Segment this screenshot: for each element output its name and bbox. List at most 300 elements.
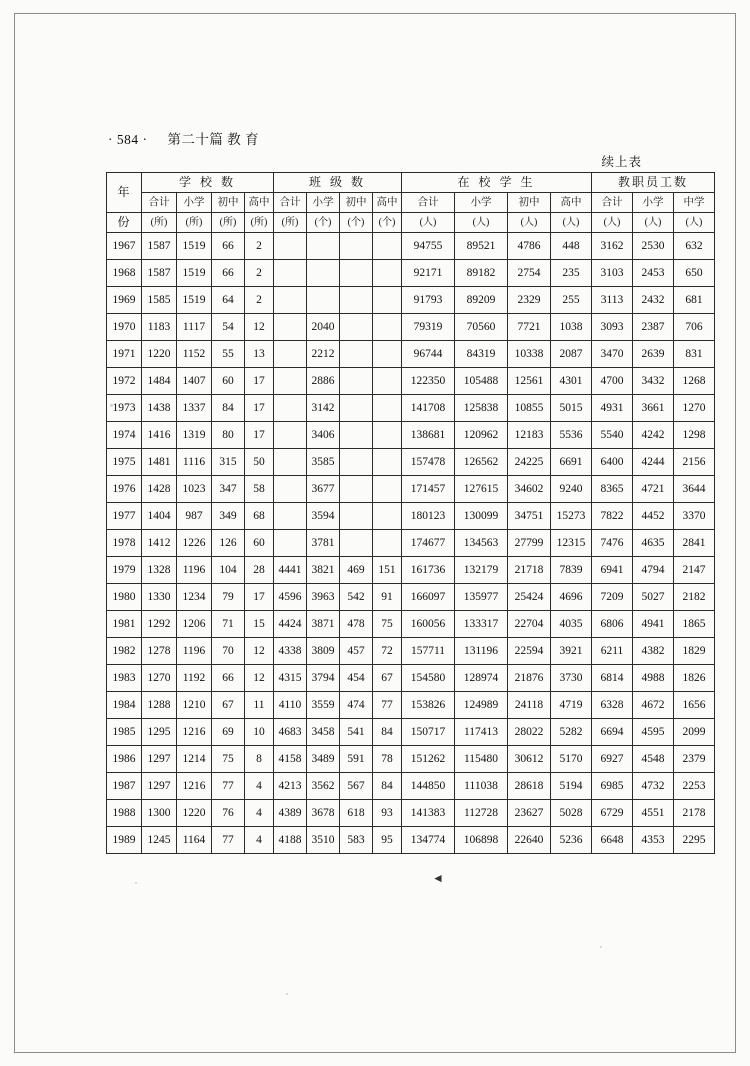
header-group-students: 在 校 学 生 [402, 173, 592, 193]
table-group-header-row [107, 173, 715, 193]
table-row [107, 341, 715, 368]
header-group-schools: 学 校 数 [142, 173, 274, 193]
table-cell: 141383 [402, 800, 455, 827]
table-cell [274, 503, 307, 530]
table-cell: 3489 [307, 746, 340, 773]
table-cell: 89209 [455, 287, 508, 314]
table-cell: 161736 [402, 557, 455, 584]
table-row [107, 665, 715, 692]
table-cell: 23627 [508, 800, 551, 827]
table-cell [274, 530, 307, 557]
table-cell: 12 [245, 638, 274, 665]
table-cell: 92171 [402, 260, 455, 287]
table-cell: 171457 [402, 476, 455, 503]
table-cell: 1330 [142, 584, 177, 611]
unit-schools-senior: (所) [245, 213, 274, 233]
table-cell [340, 260, 373, 287]
table-cell: 22594 [508, 638, 551, 665]
table-cell: 2182 [674, 584, 715, 611]
table-cell: 66 [212, 665, 245, 692]
table-row [107, 611, 715, 638]
unit-staff-total: (人) [592, 213, 633, 233]
table-cell [274, 476, 307, 503]
table-cell: 2099 [674, 719, 715, 746]
table-cell: 13 [245, 341, 274, 368]
cell-year: 1982 [107, 638, 142, 665]
table-cell: 12 [245, 665, 274, 692]
table-cell: 1292 [142, 611, 177, 638]
table-cell: 15 [245, 611, 274, 638]
table-cell: 7721 [508, 314, 551, 341]
table-cell: 987 [177, 503, 212, 530]
table-cell: 4683 [274, 719, 307, 746]
table-cell: 12561 [508, 368, 551, 395]
unit-students-primary: (人) [455, 213, 508, 233]
table-cell: 125838 [455, 395, 508, 422]
table-cell: 2 [245, 287, 274, 314]
table-cell [373, 476, 402, 503]
table-cell: 5028 [551, 800, 592, 827]
table-cell: 1152 [177, 341, 212, 368]
table-cell: 1404 [142, 503, 177, 530]
table-cell: 8 [245, 746, 274, 773]
paper-speck [286, 993, 288, 995]
table-cell: 1210 [177, 692, 212, 719]
table-cell: 1268 [674, 368, 715, 395]
table-cell: 1438 [142, 395, 177, 422]
table-cell [274, 368, 307, 395]
table-cell: 10855 [508, 395, 551, 422]
table-cell [274, 341, 307, 368]
table-cell: 1270 [142, 665, 177, 692]
table-cell [340, 530, 373, 557]
table-row [107, 260, 715, 287]
table-cell: 4696 [551, 584, 592, 611]
table-cell: 2212 [307, 341, 340, 368]
table-cell: 5027 [633, 584, 674, 611]
table-unit-row [107, 213, 715, 233]
table-cell: 5282 [551, 719, 592, 746]
table-cell [340, 314, 373, 341]
table-cell: 12183 [508, 422, 551, 449]
table-cell: 34751 [508, 503, 551, 530]
table-cell: 15273 [551, 503, 592, 530]
table-cell: 6985 [592, 773, 633, 800]
cell-year: 1967 [107, 233, 142, 260]
table-cell: 4338 [274, 638, 307, 665]
table-cell: 4548 [633, 746, 674, 773]
table-cell: 6400 [592, 449, 633, 476]
unit-staff-secondary: (人) [674, 213, 715, 233]
table-cell [340, 422, 373, 449]
subheader-schools-total: 合计 [142, 193, 177, 213]
table-cell: 94755 [402, 233, 455, 260]
table-cell: 6806 [592, 611, 633, 638]
table-cell: 84319 [455, 341, 508, 368]
table-cell: 54 [212, 314, 245, 341]
cell-year: 1988 [107, 800, 142, 827]
unit-classes-junior: (个) [340, 213, 373, 233]
table-cell [373, 422, 402, 449]
table-cell: 1297 [142, 773, 177, 800]
table-cell: 84 [212, 395, 245, 422]
table-cell: 583 [340, 827, 373, 854]
unit-classes-senior: (个) [373, 213, 402, 233]
table-cell: 4672 [633, 692, 674, 719]
table-cell: 3562 [307, 773, 340, 800]
unit-staff-primary: (人) [633, 213, 674, 233]
table-cell: 349 [212, 503, 245, 530]
table-cell: 4719 [551, 692, 592, 719]
table-cell: 3113 [592, 287, 633, 314]
table-cell: 3470 [592, 341, 633, 368]
statistics-table [106, 172, 715, 854]
margin-mark: ◄ [432, 871, 444, 885]
table-cell: 1416 [142, 422, 177, 449]
table-cell: 1519 [177, 287, 212, 314]
table-cell: 134774 [402, 827, 455, 854]
table-cell: 55 [212, 341, 245, 368]
table-cell: 3730 [551, 665, 592, 692]
table-cell: 4988 [633, 665, 674, 692]
table-row [107, 395, 715, 422]
table-cell: 6211 [592, 638, 633, 665]
continued-table-label: 续上表 [601, 155, 642, 169]
table-cell: 78 [373, 746, 402, 773]
cell-year: 1987 [107, 773, 142, 800]
unit-schools-junior: (所) [212, 213, 245, 233]
table-cell: 3677 [307, 476, 340, 503]
table-cell: 131196 [455, 638, 508, 665]
table-cell: 3370 [674, 503, 715, 530]
table-cell: 104 [212, 557, 245, 584]
table-cell: 6941 [592, 557, 633, 584]
table-cell: 2040 [307, 314, 340, 341]
table-cell: 1428 [142, 476, 177, 503]
table-cell: 154580 [402, 665, 455, 692]
table-cell: 457 [340, 638, 373, 665]
table-cell: 21718 [508, 557, 551, 584]
table-cell [274, 314, 307, 341]
subheader-students-junior: 初中 [508, 193, 551, 213]
table-cell: 69 [212, 719, 245, 746]
table-cell: 1519 [177, 233, 212, 260]
table-cell [274, 287, 307, 314]
table-cell: 50 [245, 449, 274, 476]
table-cell: 1183 [142, 314, 177, 341]
table-cell: 71 [212, 611, 245, 638]
table-cell: 3809 [307, 638, 340, 665]
table-cell: 1587 [142, 233, 177, 260]
table-cell: 66 [212, 260, 245, 287]
table-cell: 105488 [455, 368, 508, 395]
header-group-classes: 班 级 数 [274, 173, 402, 193]
table-cell: 4035 [551, 611, 592, 638]
table-cell: 4424 [274, 611, 307, 638]
table-cell [340, 395, 373, 422]
table-cell: 1220 [177, 800, 212, 827]
cell-year: 1989 [107, 827, 142, 854]
table-cell [307, 260, 340, 287]
table-cell: 106898 [455, 827, 508, 854]
table-cell: 3794 [307, 665, 340, 692]
table-cell: 2841 [674, 530, 715, 557]
table-cell: 133317 [455, 611, 508, 638]
table-cell: 4110 [274, 692, 307, 719]
table-cell: 1585 [142, 287, 177, 314]
table-cell: 2 [245, 260, 274, 287]
table-cell: 75 [212, 746, 245, 773]
table-cell: 141708 [402, 395, 455, 422]
table-cell: 17 [245, 584, 274, 611]
table-cell [340, 368, 373, 395]
table-cell: 2329 [508, 287, 551, 314]
table-cell: 474 [340, 692, 373, 719]
table-cell: 28022 [508, 719, 551, 746]
table-cell: 6691 [551, 449, 592, 476]
table-cell: 1829 [674, 638, 715, 665]
table-cell: 235 [551, 260, 592, 287]
unit-classes-total: (所) [274, 213, 307, 233]
table-cell: 1117 [177, 314, 212, 341]
table-cell: 1023 [177, 476, 212, 503]
table-cell: 3162 [592, 233, 633, 260]
table-cell: 28 [245, 557, 274, 584]
table-row [107, 719, 715, 746]
table-cell: 1407 [177, 368, 212, 395]
table-cell: 1295 [142, 719, 177, 746]
table-cell: 1214 [177, 746, 212, 773]
table-cell: 4353 [633, 827, 674, 854]
table-cell: 567 [340, 773, 373, 800]
table-cell: 4315 [274, 665, 307, 692]
table-row [107, 368, 715, 395]
table-cell: 1298 [674, 422, 715, 449]
table-cell: 122350 [402, 368, 455, 395]
table-cell: 1288 [142, 692, 177, 719]
table-cell: 8365 [592, 476, 633, 503]
table-cell: 160056 [402, 611, 455, 638]
table-cell: 157711 [402, 638, 455, 665]
table-row [107, 746, 715, 773]
subheader-students-senior: 高中 [551, 193, 592, 213]
table-cell: 77 [373, 692, 402, 719]
table-cell: 34602 [508, 476, 551, 503]
unit-students-senior: (人) [551, 213, 592, 233]
table-cell: 4389 [274, 800, 307, 827]
table-row [107, 287, 715, 314]
table-cell: 2639 [633, 341, 674, 368]
table-cell: 84 [373, 719, 402, 746]
table-cell: 4242 [633, 422, 674, 449]
table-cell: 166097 [402, 584, 455, 611]
table-row [107, 422, 715, 449]
table-cell: 1481 [142, 449, 177, 476]
table-cell: 4786 [508, 233, 551, 260]
table-cell: 10 [245, 719, 274, 746]
chapter-title: 第二十篇 教 育 [167, 132, 260, 147]
cell-year: 1971 [107, 341, 142, 368]
table-cell: 5015 [551, 395, 592, 422]
paper-speck [135, 882, 137, 884]
table-cell: 5170 [551, 746, 592, 773]
table-cell: 1519 [177, 260, 212, 287]
cell-year: 1976 [107, 476, 142, 503]
table-cell: 469 [340, 557, 373, 584]
table-row [107, 449, 715, 476]
cell-year: 1984 [107, 692, 142, 719]
table-cell: 315 [212, 449, 245, 476]
table-cell: 3921 [551, 638, 592, 665]
table-cell: 4301 [551, 368, 592, 395]
table-cell: 79 [212, 584, 245, 611]
subheader-staff-primary: 小学 [633, 193, 674, 213]
table-cell: 1328 [142, 557, 177, 584]
table-cell: 126 [212, 530, 245, 557]
table-cell: 3585 [307, 449, 340, 476]
table-cell: 1865 [674, 611, 715, 638]
table-cell: 7476 [592, 530, 633, 557]
table-cell: 24118 [508, 692, 551, 719]
table-cell: 3821 [307, 557, 340, 584]
header-year: 年 [107, 173, 142, 213]
table-cell [340, 341, 373, 368]
table-cell: 5536 [551, 422, 592, 449]
table-cell: 4595 [633, 719, 674, 746]
table-cell: 831 [674, 341, 715, 368]
table-cell: 2156 [674, 449, 715, 476]
table-cell: 30612 [508, 746, 551, 773]
table-cell: 64 [212, 287, 245, 314]
table-cell: 115480 [455, 746, 508, 773]
table-cell [373, 314, 402, 341]
cell-year: 1979 [107, 557, 142, 584]
subheader-students-primary: 小学 [455, 193, 508, 213]
table-cell: 135977 [455, 584, 508, 611]
table-cell: 127615 [455, 476, 508, 503]
table-cell: 1270 [674, 395, 715, 422]
table-cell [340, 449, 373, 476]
table-cell: 11 [245, 692, 274, 719]
table-cell: 5194 [551, 773, 592, 800]
table-cell: 24225 [508, 449, 551, 476]
table-cell: 70 [212, 638, 245, 665]
unit-students-junior: (人) [508, 213, 551, 233]
table-cell [373, 530, 402, 557]
table-cell: 1826 [674, 665, 715, 692]
table-cell: 3963 [307, 584, 340, 611]
table-cell: 150717 [402, 719, 455, 746]
table-cell [307, 233, 340, 260]
table-cell: 70560 [455, 314, 508, 341]
table-cell: 1484 [142, 368, 177, 395]
table-cell: 28618 [508, 773, 551, 800]
table-cell: 1234 [177, 584, 212, 611]
table-cell [373, 503, 402, 530]
table-cell: 68 [245, 503, 274, 530]
table-cell [373, 449, 402, 476]
table-cell: 3678 [307, 800, 340, 827]
table-cell [373, 287, 402, 314]
table-cell: 2253 [674, 773, 715, 800]
table-sub-header-row [107, 193, 715, 213]
table-cell: 1164 [177, 827, 212, 854]
table-cell: 632 [674, 233, 715, 260]
unit-schools-primary: (所) [177, 213, 212, 233]
table-cell: 138681 [402, 422, 455, 449]
table-cell: 1196 [177, 638, 212, 665]
table-cell [340, 476, 373, 503]
cell-year: 1978 [107, 530, 142, 557]
table-row [107, 557, 715, 584]
table-cell: 681 [674, 287, 715, 314]
table-cell: 1196 [177, 557, 212, 584]
table-cell: 151 [373, 557, 402, 584]
table-cell: 130099 [455, 503, 508, 530]
table-cell: 2453 [633, 260, 674, 287]
table-cell: 17 [245, 395, 274, 422]
table-cell: 124989 [455, 692, 508, 719]
table-cell: 6694 [592, 719, 633, 746]
table-cell: 478 [340, 611, 373, 638]
table-cell: 2754 [508, 260, 551, 287]
table-cell: 9240 [551, 476, 592, 503]
table-cell: 4382 [633, 638, 674, 665]
table-row [107, 233, 715, 260]
table-cell: 2387 [633, 314, 674, 341]
table-cell: 5236 [551, 827, 592, 854]
table-cell: 1216 [177, 719, 212, 746]
table-cell: 1192 [177, 665, 212, 692]
table-cell: 6648 [592, 827, 633, 854]
table-row [107, 638, 715, 665]
cell-year: 1975 [107, 449, 142, 476]
page-number: · 584 · [108, 132, 148, 147]
table-cell: 2295 [674, 827, 715, 854]
subheader-staff-secondary: 中学 [674, 193, 715, 213]
table-cell: 67 [212, 692, 245, 719]
table-cell: 22704 [508, 611, 551, 638]
table-cell: 3559 [307, 692, 340, 719]
table-cell: 75 [373, 611, 402, 638]
table-cell: 4213 [274, 773, 307, 800]
table-cell: 1412 [142, 530, 177, 557]
table-cell: 157478 [402, 449, 455, 476]
subheader-schools-junior: 初中 [212, 193, 245, 213]
table-cell: 4452 [633, 503, 674, 530]
table-cell: 174677 [402, 530, 455, 557]
table-cell: 6729 [592, 800, 633, 827]
table-cell: 77 [212, 773, 245, 800]
cell-year: 1983 [107, 665, 142, 692]
table-cell: 3781 [307, 530, 340, 557]
table-cell: 7839 [551, 557, 592, 584]
table-cell: 1206 [177, 611, 212, 638]
cell-year: 1977 [107, 503, 142, 530]
table-cell: 89182 [455, 260, 508, 287]
subheader-classes-junior: 初中 [340, 193, 373, 213]
table-cell: 650 [674, 260, 715, 287]
table-cell: 128974 [455, 665, 508, 692]
table-row [107, 773, 715, 800]
table-cell: 1226 [177, 530, 212, 557]
table-cell: 3093 [592, 314, 633, 341]
table-cell: 89521 [455, 233, 508, 260]
cell-year: 1980 [107, 584, 142, 611]
cell-year: 1974 [107, 422, 142, 449]
table-cell: 22640 [508, 827, 551, 854]
table-cell: 67 [373, 665, 402, 692]
